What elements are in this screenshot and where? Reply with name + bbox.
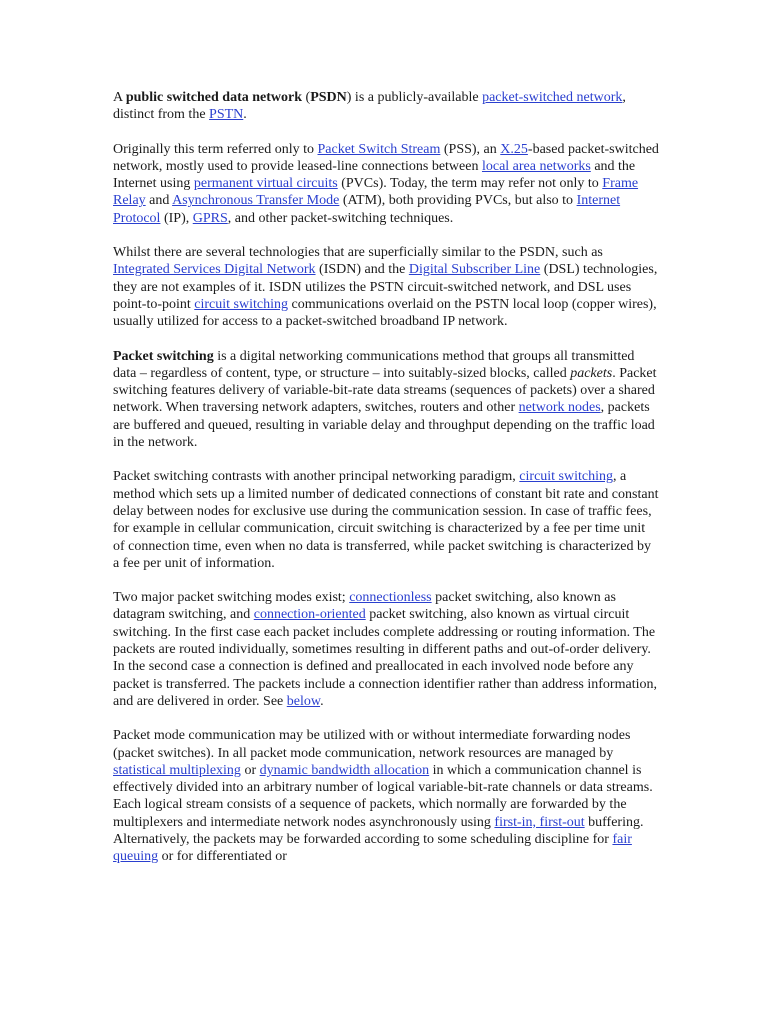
term-packet-switching: Packet switching bbox=[113, 348, 214, 364]
text: . Packet switching features delivery of variable-bit-rate data streams (sequences of packets) over a shared network. When traversing network adapters, switches, routers and other bbox=[113, 365, 657, 416]
link-connectionless[interactable]: connectionless bbox=[349, 590, 432, 606]
paragraph-circuit-contrast bbox=[113, 468, 659, 572]
term-psdn: PSDN bbox=[310, 90, 347, 105]
text: or bbox=[240, 762, 260, 778]
text: packet switching, also known as datagram switching, and bbox=[113, 590, 616, 623]
term-packets: packets bbox=[570, 365, 613, 381]
text: Whilst there are several technologies that are superficially similar to the PSDN, such as bbox=[113, 245, 603, 261]
text: Packet switching contrasts with another principal networking paradigm, bbox=[113, 469, 520, 485]
term-public-switched-data-network: public switched data network bbox=[125, 90, 303, 105]
link-circuit-switching[interactable]: circuit switching bbox=[194, 296, 288, 312]
paragraph-psdn-definition bbox=[113, 89, 659, 124]
paragraph-similar-technologies bbox=[113, 244, 659, 330]
link-connection-oriented[interactable]: connection-oriented bbox=[253, 607, 366, 623]
text: (PSS), an bbox=[440, 141, 501, 157]
link-circuit-switching[interactable]: circuit switching bbox=[519, 469, 613, 485]
link-below[interactable]: below bbox=[286, 693, 321, 709]
text: Originally this term referred only to bbox=[113, 141, 318, 157]
link-pstn[interactable]: PSTN bbox=[209, 107, 244, 123]
link-local-area-networks[interactable]: local area networks bbox=[481, 158, 591, 174]
text: Packet mode communication may be utilized with or without intermediate forwarding nodes (packet switches). In all packet mode communication, network resources are managed by bbox=[113, 728, 631, 761]
article-body bbox=[113, 89, 659, 883]
text: . bbox=[243, 107, 247, 123]
link-gprs[interactable]: GPRS bbox=[192, 210, 228, 226]
text: , a method which sets up a limited number of dedicated connections of constant bit rate and constant delay between nodes for exclusive use during the communication session. In case of traffic fees, for example in cellular communication, circuit switching is characterized by a fee per time unit of connection time, even when no data is transferred, while packet switching is characterized by a fee per unit of information. bbox=[113, 469, 659, 571]
text: Two major packet switching modes exist; bbox=[113, 590, 350, 606]
link-isdn[interactable]: Integrated Services Digital Network bbox=[113, 262, 316, 278]
link-x25[interactable]: X.25 bbox=[500, 141, 528, 157]
link-network-nodes[interactable]: network nodes bbox=[518, 400, 601, 416]
paragraph-history bbox=[113, 141, 659, 227]
text: (IP), bbox=[160, 210, 193, 226]
text: and bbox=[145, 193, 173, 209]
paragraph-packet-switching bbox=[113, 348, 659, 452]
link-permanent-virtual-circuits[interactable]: permanent virtual circuits bbox=[193, 176, 338, 192]
link-packet-switched-network[interactable]: packet-switched network bbox=[482, 90, 623, 105]
link-packet-switch-stream[interactable]: Packet Switch Stream bbox=[317, 141, 441, 157]
text: , packets are buffered and queued, resulting in variable delay and throughput depending on the traffic load in the network. bbox=[113, 400, 655, 451]
paragraph-packet-mode bbox=[113, 727, 659, 865]
text: is a digital networking communications method that groups all transmitted data – regardless of content, type, or structure – into suitably-sized blocks, called bbox=[113, 348, 635, 381]
link-asynchronous-transfer-mode[interactable]: Asynchronous Transfer Mode bbox=[172, 193, 340, 209]
text: , distinct from the bbox=[113, 90, 626, 123]
link-statistical-multiplexing[interactable]: statistical multiplexing bbox=[113, 762, 241, 778]
link-internet-protocol[interactable]: Internet Protocol bbox=[113, 193, 621, 226]
text: ( bbox=[302, 90, 311, 105]
text: ) is a publicly-available bbox=[346, 90, 483, 105]
text: (ATM), both providing PVCs, but also to bbox=[339, 193, 577, 209]
paragraph-switching-modes bbox=[113, 589, 659, 710]
text: packet switching, also known as virtual circuit switching. In the first case each packet includes complete addressing or routing information. The packets are routed individually, sometimes resulting in different paths and out-of-order delivery. In the second case a connection is defined and preallocated in each involved node before any packet is transferred. The packets include a connection identifier rather than address information, and are delivered in order. See bbox=[113, 607, 657, 709]
text: and the Internet using bbox=[113, 158, 636, 192]
text: buffering. Alternatively, the packets may be forwarded according to some scheduling discipline for bbox=[113, 814, 644, 847]
link-digital-subscriber-line[interactable]: Digital Subscriber Line bbox=[408, 262, 541, 278]
text: -based packet-switched network, mostly used to provide leased-line connections between bbox=[113, 141, 659, 174]
link-frame-relay[interactable]: Frame Relay bbox=[113, 176, 639, 209]
text: , and other packet-switching techniques. bbox=[227, 210, 454, 226]
link-first-in-first-out[interactable]: first-in, first-out bbox=[494, 814, 585, 830]
link-dynamic-bandwidth-allocation[interactable]: dynamic bandwidth allocation bbox=[259, 762, 430, 778]
link-fair-queuing[interactable]: fair queuing bbox=[113, 831, 632, 865]
text: . bbox=[320, 693, 324, 709]
text: or for differentiated or bbox=[158, 849, 287, 865]
text: (PVCs). Today, the term may refer not only to bbox=[337, 176, 603, 192]
text: A bbox=[113, 90, 126, 105]
text: (DSL) technologies, they are not examples of it. ISDN utilizes the PSTN circuit-switched network, and DSL uses point-to-point bbox=[113, 262, 658, 312]
text: (ISDN) and the bbox=[315, 262, 409, 278]
text: communications overlaid on the PSTN local loop (copper wires), usually utilized for access to a packet-switched broadband IP network. bbox=[113, 296, 657, 330]
text: in which a communication channel is effectively divided into an arbitrary number of logical variable-bit-rate channels or data streams. Each logical stream consists of a sequence of packets, which normally are forwarded by the multiplexers and intermediate network nodes asynchronously using bbox=[113, 762, 653, 830]
